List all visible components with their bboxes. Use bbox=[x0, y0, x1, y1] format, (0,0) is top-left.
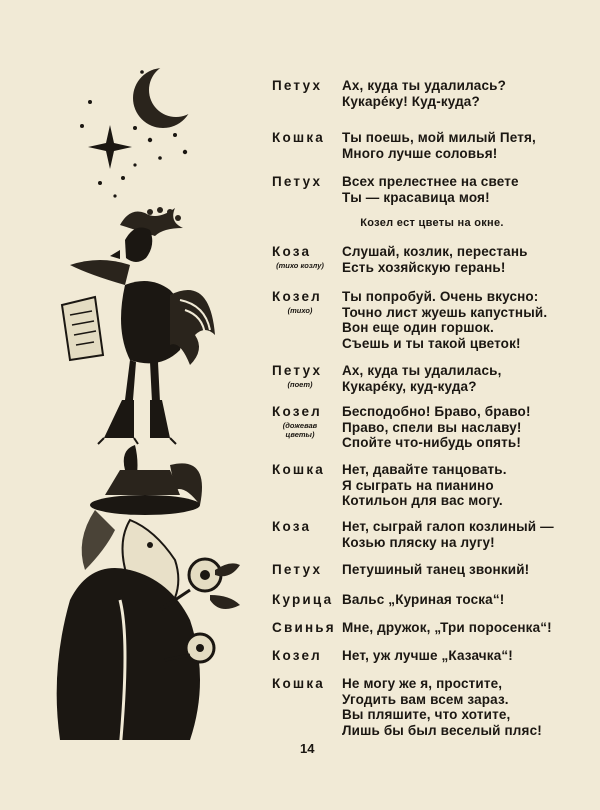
verse-line: Вон еще один горшок. bbox=[342, 320, 494, 335]
verse-line: Кукарéку! Куд-куда? bbox=[342, 93, 480, 109]
verse-line: Угодить вам всем зараз. bbox=[342, 691, 509, 707]
verse-line: Кукарéку, куд-куда? bbox=[342, 378, 477, 394]
dialogue-line bbox=[272, 676, 592, 738]
verse-line: Есть хозяйскую герань! bbox=[342, 259, 506, 275]
dialogue-line bbox=[272, 592, 592, 608]
speaker bbox=[272, 648, 342, 664]
speaker bbox=[272, 130, 342, 161]
dialogue-line bbox=[272, 462, 592, 509]
verse bbox=[342, 78, 506, 109]
dialogue-line bbox=[272, 174, 592, 205]
verse-line: Козью пляску на лугу! bbox=[342, 534, 495, 550]
speaker-name: Петух bbox=[272, 78, 323, 93]
verse-line: Бесподобно! Браво, браво! bbox=[342, 404, 531, 419]
verse-line: Котильон для вас могу. bbox=[342, 493, 503, 508]
verse bbox=[342, 174, 519, 205]
speaker-name: Курица bbox=[272, 592, 334, 607]
verse-line: Вы пляшите, что хотите, bbox=[342, 707, 511, 722]
stage-aside: (тихо) bbox=[287, 306, 313, 315]
verse-line: Ты попробуй. Очень вкусно: bbox=[342, 289, 539, 304]
stage-direction: Козел ест цветы на окне. bbox=[360, 217, 504, 229]
verse-line: Лишь бы был веселый пляс! bbox=[342, 722, 542, 738]
speaker bbox=[272, 676, 342, 738]
speaker bbox=[272, 620, 342, 636]
verse bbox=[342, 289, 547, 351]
verse bbox=[342, 648, 513, 664]
verse bbox=[342, 130, 536, 161]
speaker-name: Петух bbox=[272, 174, 323, 189]
verse-line: Нет, давайте танцовать. bbox=[342, 462, 507, 477]
stage-aside: (поет) bbox=[287, 380, 313, 389]
verse-line: Ах, куда ты удалилась? bbox=[342, 78, 506, 93]
speaker bbox=[272, 562, 342, 578]
speaker bbox=[272, 519, 342, 550]
verse bbox=[342, 519, 554, 550]
illustrations bbox=[0, 0, 260, 760]
verse-line: Ты поешь, мой милый Петя, bbox=[342, 130, 536, 145]
verse-line: Ах, куда ты удалилась, bbox=[342, 363, 502, 378]
verse bbox=[342, 592, 504, 608]
stage-aside: (тихо козлу) bbox=[276, 261, 324, 270]
speaker-name: Козел bbox=[272, 289, 322, 304]
speaker bbox=[272, 404, 342, 451]
dialogue-line bbox=[272, 620, 592, 636]
goat-illustration bbox=[57, 445, 240, 750]
dialogue-line bbox=[272, 562, 592, 578]
dialogue-line bbox=[272, 130, 592, 161]
speaker bbox=[272, 592, 342, 608]
speaker-name: Петух bbox=[272, 363, 323, 378]
speaker bbox=[272, 174, 342, 205]
speaker-name: Козел bbox=[272, 404, 322, 419]
verse-line: Петушиный танец звонкий! bbox=[342, 562, 530, 577]
speaker-name: Коза bbox=[272, 519, 312, 534]
dialogue-line bbox=[272, 519, 592, 550]
speaker-name: Петух bbox=[272, 562, 323, 577]
verse-line: Вальс „Куриная тоска“! bbox=[342, 592, 505, 607]
verse bbox=[342, 462, 507, 509]
verse-line: Не могу же я, простите, bbox=[342, 676, 503, 691]
dialogue-line bbox=[272, 363, 592, 394]
dialogue-line bbox=[272, 404, 592, 451]
speaker-name: Кошка bbox=[272, 130, 326, 145]
speaker bbox=[272, 363, 342, 394]
speaker-name: Свинья bbox=[272, 620, 336, 635]
verse-line: Ты — красавица моя! bbox=[342, 189, 490, 205]
speaker bbox=[272, 289, 342, 351]
verse bbox=[342, 363, 501, 394]
verse-line: Всех прелестнее на свете bbox=[342, 174, 519, 189]
verse bbox=[342, 404, 531, 451]
stage-aside: (дожевав цветы) bbox=[282, 421, 318, 439]
verse-line: Я сыграть на пианино bbox=[342, 477, 494, 493]
verse-line: Нет, уж лучше „Казачка“! bbox=[342, 648, 513, 663]
verse-line: Съешь и ты такой цветок! bbox=[342, 335, 521, 351]
speaker bbox=[272, 244, 342, 275]
dialogue-line bbox=[272, 244, 592, 275]
verse-line: Спойте что-нибудь опять! bbox=[342, 435, 522, 450]
speaker-name: Кошка bbox=[272, 462, 326, 477]
verse-line: Право, спели вы наславу! bbox=[342, 419, 522, 435]
dialogue-line bbox=[272, 78, 592, 109]
verse bbox=[342, 562, 529, 578]
verse-line: Мне, дружок, „Три поросенка“! bbox=[342, 620, 552, 635]
verse bbox=[342, 244, 528, 275]
verse-line: Много лучше соловья! bbox=[342, 145, 498, 161]
speaker-name: Козел bbox=[272, 648, 322, 663]
verse bbox=[342, 676, 542, 738]
page-number: 14 bbox=[300, 741, 315, 756]
dialogue-line bbox=[272, 648, 592, 664]
verse-line: Точно лист жуешь капустный. bbox=[342, 304, 548, 320]
speaker bbox=[272, 462, 342, 509]
speaker bbox=[272, 78, 342, 109]
dialogue-line bbox=[272, 289, 592, 351]
speaker-name: Коза bbox=[272, 244, 312, 259]
verse bbox=[342, 620, 552, 636]
rooster-illustration bbox=[62, 207, 215, 444]
verse-line: Слушай, козлик, перестань bbox=[342, 244, 528, 259]
verse-line: Нет, сыграй галоп козлиный — bbox=[342, 519, 554, 534]
speaker-name: Кошка bbox=[272, 676, 326, 691]
